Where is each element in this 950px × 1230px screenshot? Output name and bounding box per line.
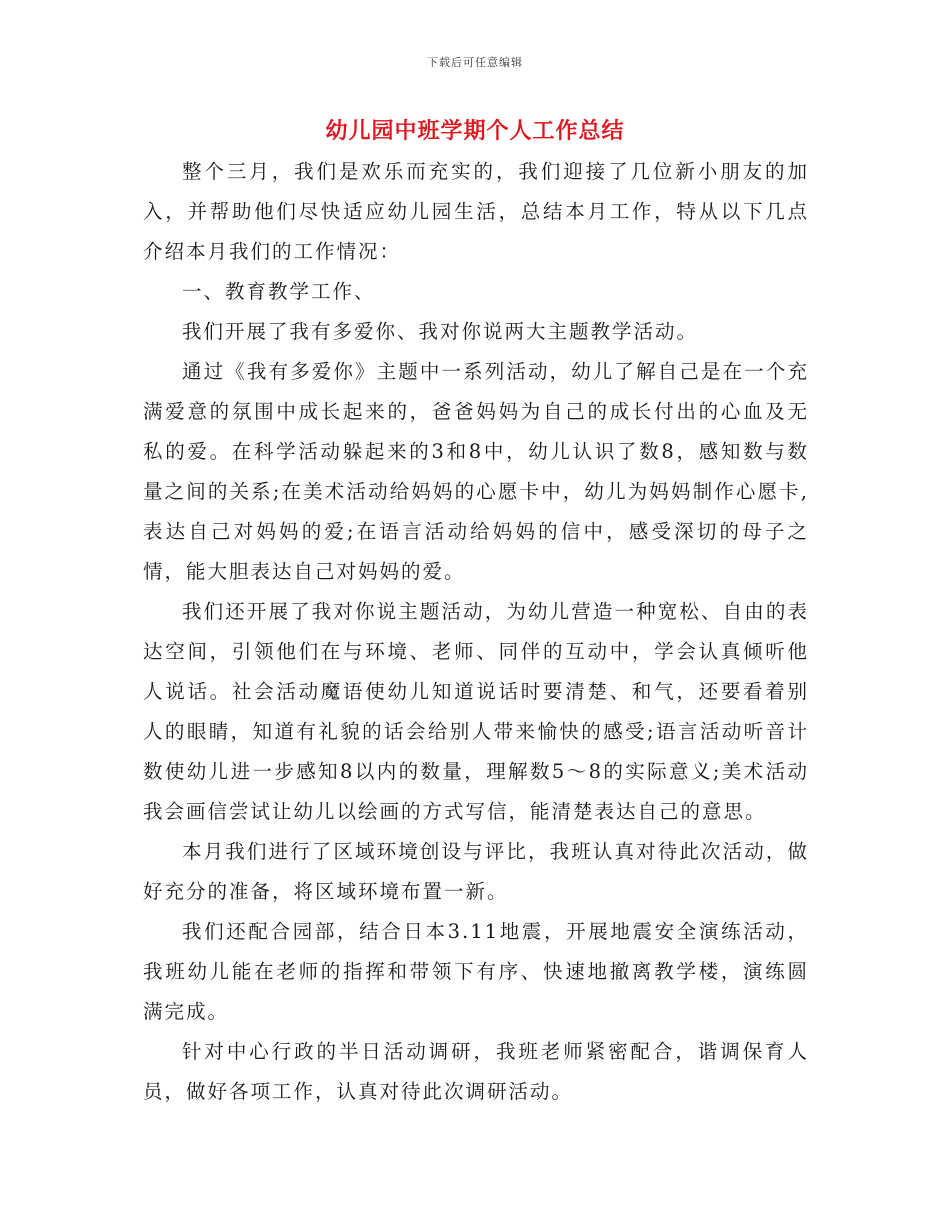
paragraph: 通过《我有多爱你》主题中一系列活动，幼儿了解自己是在一个充满爱意的氛围中成长起来的，爸爸妈妈为自己的成长付出的心血及无私的爱。在科学活动躲起来的3和8中，幼儿认识了数8，感知数与数量之间的关系;在美术活动给妈妈的心愿卡中，幼儿为妈妈制作心愿卡,表达自己对妈妈的爱;在语言活动给妈妈的信中，感受深切的母子之情，能大胆表达自己对妈妈的爱。 bbox=[143, 360, 809, 583]
paragraph: 我们还开展了我对你说主题活动，为幼儿营造一种宽松、自由的表达空间，引领他们在与环境、老师、同伴的互动中，学会认真倾听他人说话。社会活动魔语使幼儿知道说话时要清楚、和气，还要看着别人的眼睛，知道有礼貌的话会给别人带来愉快的感受;语言活动听音计数使幼儿进一步感知8以内的数量，理解数5～8的实际意义;美术活动我会画信尝试让幼儿以绘画的方式写信，能清楚表达自己的意思。 bbox=[143, 600, 809, 823]
paragraph: 一、教育教学工作、 bbox=[182, 280, 376, 303]
paragraph: 整个三月，我们是欢乐而充实的，我们迎接了几位新小朋友的加入，并帮助他们尽快适应幼儿园生活，总结本月工作，特从以下几点介绍本月我们的工作情况： bbox=[143, 160, 809, 263]
paragraph: 我们还配合园部，结合日本3.11地震，开展地震安全演练活动，我班幼儿能在老师的指挥和带领下有序、快速地撤离教学楼，演练圆满完成。 bbox=[143, 920, 809, 1023]
header-note: 下载后可任意编辑 bbox=[427, 56, 523, 69]
paragraph: 我们开展了我有多爱你、我对你说两大主题教学活动。 bbox=[182, 320, 699, 343]
document-title: 幼儿园中班学期个人工作总结 bbox=[325, 118, 625, 144]
paragraph: 针对中心行政的半日活动调研，我班老师紧密配合，谐调保育人员，做好各项工作，认真对待此次调研活动。 bbox=[143, 1040, 809, 1103]
paragraph: 本月我们进行了区域环境创设与评比，我班认真对待此次活动，做好充分的准备，将区域环境布置一新。 bbox=[143, 840, 809, 903]
document-body bbox=[143, 152, 809, 1112]
